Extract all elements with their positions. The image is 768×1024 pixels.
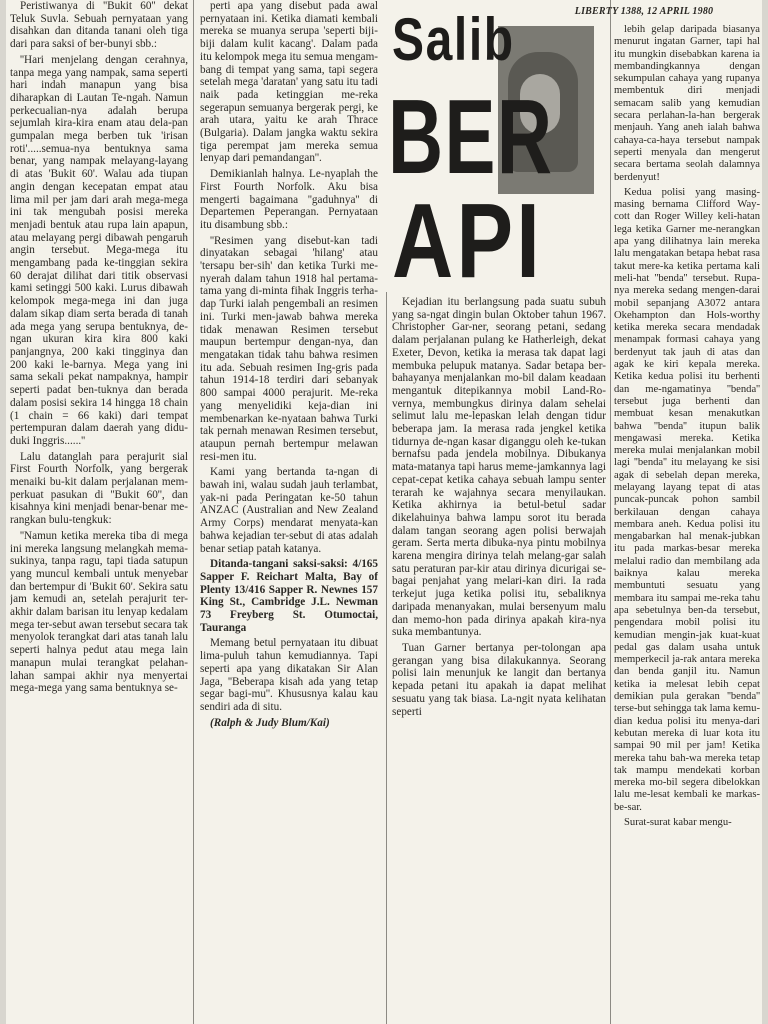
headline-line-3: API [392, 182, 543, 300]
article-column-3 [392, 296, 606, 1022]
headline-line-2: BER [388, 78, 554, 196]
paragraph: Surat-surat kabar mengu- [624, 817, 732, 828]
paragraph: Peristiwanya di ''Bukit 60'' dekat Teluk Suvla. Sebuah pernyataan yang disahkan dan ditanda tanani oleh tiga dari para saksi of ber-bunyi sbb.: [10, 0, 188, 51]
masthead-dateline: LIBERTY 1388, 12 APRIL 1980 [574, 6, 714, 17]
paragraph: ''Hari menjelang dengan cerahnya, tanpa mega yang nampak, sama seperti hari indah manapun yang bisa diharapkan di Lautan Te-ngah. Namun perkecualian-nya adalah berupa sejumlah kira-kira enam atau dela-pan gumpalan mega berben tuk 'irisan roti'.....semua-nya bentuknya sama benar, yang nampak melayang-layang di atas 'Bukit 60'. Walau ada tiupan angin dengan kecepatan empat atau lima mil per jam dari arah mega-mega ini tak mengubah posisi mereka menjadi bentuk atau rupa lain apapun, atau melayang pergi dibawah pengaruh angin tersebut. Mega-mega itu mengambang pada ke-tinggian sekira 60 derajat dilihat dari titik observasi kami setinggi 500 kaki. Lurus dibawah kelompok mega-mega ini dan juga dalam sikap diam serta berada di tanah ada mega yang serupa bentuknya, de-ngan ukuran kira kira 800 kaki panjangnya, 200 kaki tingginya dan 200 kaki le-barnya. Mega yang ini sama sekali pekat nampaknya, hampir seperti padat ben-tuknya dan berada dalam posisi sekira 14 hingga 18 chain (1 chain = 66 kaki) dari tempat pertempuran dalam daerah yang didu-duki Inggris......'' [10, 53, 188, 447]
paragraph: ''Namun ketika mereka tiba di mega ini mereka langsung melangkah mema-sukinya, tanpa ragu, tapi tiada satupun yang muncul kembali untuk menyebar dan bertempur di 'Bukit 60'. Sekira satu jam kemudi an, setelah perajurit ter-akhir dalam barisan itu lenyap kedalam mega ter-sebut awan tersebut secara tak menyolok terangkat dari atas tanah lalu seperti halnya pedut atau mega lain manapun mulai terangkat pelahan-lahan sampai akhir nya menyertai mega-mega yang sama bentuknya se- [10, 529, 188, 695]
article-column-2 [200, 0, 378, 1022]
paragraph: lebih gelap daripada biasanya menurut ingatan Garner, tapi hal itu mungkin disebabkan karena ia membandingkannya dengan sekumpulan cahaya yang rupanya membentuk diri menjadi semacam salib yang kemudian secara perlahan-la-han bergerak menjauh. Yang aneh ialah bahwa cahaya-ca-haya tersebut nampak seperti menyala dan mengerut secara bertama seolah dalamnya berdenyut! [614, 24, 760, 183]
column-rule [610, 0, 611, 1024]
paragraph: perti apa yang disebut pada awal pernyataan ini. Ketika diamati kembali mereka se muanya serupa 'seperti biji-biji dalam kulit kacang'. Dalam pada itu kelompok mega itu semua mengam-bang di tempat yang sama, tapi segera setelah mega 'daratan' yang satu itu tadi naik pada ketinggian me-reka segerapun semuanya bergerak pergi, ke arah utara, yaitu ke arah Thrace (Bulgaria). Dalam jangka waktu sekira tiga perempat jam mereka semua lenyap dari pemandangan''. [200, 0, 378, 165]
headline-line-1: Salib [392, 6, 515, 73]
paragraph: Kami yang bertanda ta-ngan di bawah ini, walau sudah jauh terlambat, yak-ni pada Peringatan ke-50 tahun ANZAC (Australian and New Zealand Army Corps) mendarat menyata-kan bahwa kejadian ter-sebut di atas adalah benar setiap patah katanya. [200, 466, 378, 555]
paragraph: Demikianlah halnya. Le-nyaplah the First Fourth Norfolk. Aku bisa mengerti bagaimana ''gaduhnya'' di Departemen Peperangan. Pernyataan itu disambung sbb.: [200, 168, 378, 231]
paragraph: Kejadian itu berlangsung pada suatu subuh yang sa-ngat dingin bulan Oktober tahun 1967. Christopher Gar-ner, seorang petani, sedang dalam perjalanan pulang ke Hatherleigh, dekat Exeter, Devon, ketika ia merasa tak dapat lagi membuka pelupuk matanya. Sadar betapa ber-bahayanya menjalankan mo-bil dalam keadaan mengantuk ditepikannya mobil Land-Ro-vernya, membungkus dirinya dalam sehelai selimut lalu me-lepaskan lelah dengan tidur beberapa jam. Ia merasa rada jengkel ketika tidurnya de-ngan kasar diganggu oleh ke-tukan bernafsu pada jendela mobilnya. Dibukanya mata-matanya tapi harus meme-jamkannya lagi cepat-cepat ketika cahaya sebuah lampu senter terarah ke wajahnya secara menyilaukan. Ketika akhirnya ia betul-betul sadar dikelahuinya bahwa lampu sorot itu berada dalam tangan seorang agen polisi berwajah geram. Serta merta dibuka-nya pintu mobilnya karena mengira dirinya telah melang-gar salah satu peraturan par-kir atau dirinya dicurigai se-bagai penjahat yang melari-kan diri. Ia rada terkejut juga ketika polisi itu, sebaliknya daripada menanyakan, mulai bersenyum malu dan memo-hon pada dirinya apakah kira-nya suka membantunya. [392, 296, 606, 639]
paragraph: Kedua polisi yang masing-masing bernama Clifford Way-cott dan Roger Willey keli-hatan lega ketika Garner me-nerangkan apa yang dilihatnya lain mereka lalu mengatakan betapa hebat rasa takut mere-ka ketika pertama kali meli-hat ''benda'' tersebut. Rupa-nya mereka sedang mengen-darai mobil sepanjang A3072 antara Okehampton dan Hols-worthy ketika mereka secara mendadak menampak formasi cahaya yang berdenyut tak jauh di atas dan agak ke kiri kepala mereka. Ketika kedua polisi itu berhenti dan me-ngamatinya ''benda'' tersebut juga berhenti dan membuat kesan menakutkan bahwa ''benda'' itupun balik mengawasi mereka. Ketika mereka mulai menjalankan mobil lagi ''benda'' itu melayang ke sisi agak di sebelah depan mereka, melayang layang tepat di atas puncak-puncak pohon sambil berkilauan dengan cahaya membara aneh. Kedua polisi itu mengabarkan hal menak-jubkan itu pada markas-besar mereka melalui radio dan membilang ada baiknya kalau mereka membuntuti sesuatu yang membara itu sampai me-reka tahu apa sebetulnya ben-da tersebut, pengendara mobil polisi itu kemudian mengin-jak kuat-kuat pedal gas dalam usaha untuk memperkecil ja-rak antara mereka dan benda ganjil itu. Namun ketika ia melesat lebih cepat demikian pula gerakan ''benda'' terse-but sehingga tak lama kemu-dian kedua polisi itu menya-dari kebutan mereka di luar kota itu sampai 90 mil per jam! Ketika mereka tahu bah-wa mereka tetap tak mampu mendekati korban mereka mo-bil segera dibelokkan lalu me-lesat kembali ke markas-be-sar. [614, 186, 760, 813]
byline: (Ralph & Judy Blum/Kai) [210, 716, 330, 729]
paragraph: Lalu datanglah para perajurit sial First Fourth Norfolk, yang bergerak menaiki bu-kit dalam perjalanan mem-perkuat pasukan di ''Bukit 60'', dan kisahnya kini menjadi benar-benar me-rangkan bulu-tengkuk: [10, 450, 188, 527]
article-column-4 [614, 24, 760, 1022]
paragraph: Memang betul pernyataan itu dibuat lima-puluh tahun kemudiannya. Tapi seperti apa yang dikatakan Sir Alan Jaga, ''Beberapa kisah ada yang tetap segar bagi-mu''. Khususnya kalau kau sendiri ada di situ. [200, 637, 378, 713]
signatories: Ditanda-tangani saksi-saksi: 4/165 Sapper F. Reichart Malta, Bay of Plenty 13/416 Sapper R. Newnes 157 King St., Cambridge J.L. Newman 73 Freyberg St. Otumoctai, Tauranga [200, 558, 378, 634]
paragraph: ''Resimen yang disebut-kan tadi dinyatakan sebagai 'hilang' atau 'tersapu ber-sih' dan ketika Turki me-nyerah dalam tahun 1918 hal pertama-tama yang di-minta fihak Inggris terha-dap Turki ialah pengembali an resimen ini. Turki men-jawab bahwa mereka tidak menawan Resimen tersebut maupun bertempur dengan-nya, dan mengatakan tidak tahu bahwa resimen itu ada. Sebuah resimen Ing-gris pada tahun 1914-18 terdiri dari sebanyak 800 sampai 4000 perajurit. Me-reka yang menyelidiki keja-dian ini membenarkan ke-nyataan bahwa Turki tak pernah menawan Resimen tersebut, ataupun pernah bertempur melawan resi-men itu. [200, 234, 378, 463]
paragraph: Tuan Garner bertanya per-tolongan apa gerangan yang bisa dilakukannya. Seorang polisi lain menunjuk ke langit dan bertanya kepada petani itu apakah ia dapat melihat sesuatu yang tak biasa. La-ngit nyata kelihatan seperti [392, 641, 606, 718]
article-column-1 [10, 0, 188, 1022]
column-rule [193, 0, 194, 1024]
